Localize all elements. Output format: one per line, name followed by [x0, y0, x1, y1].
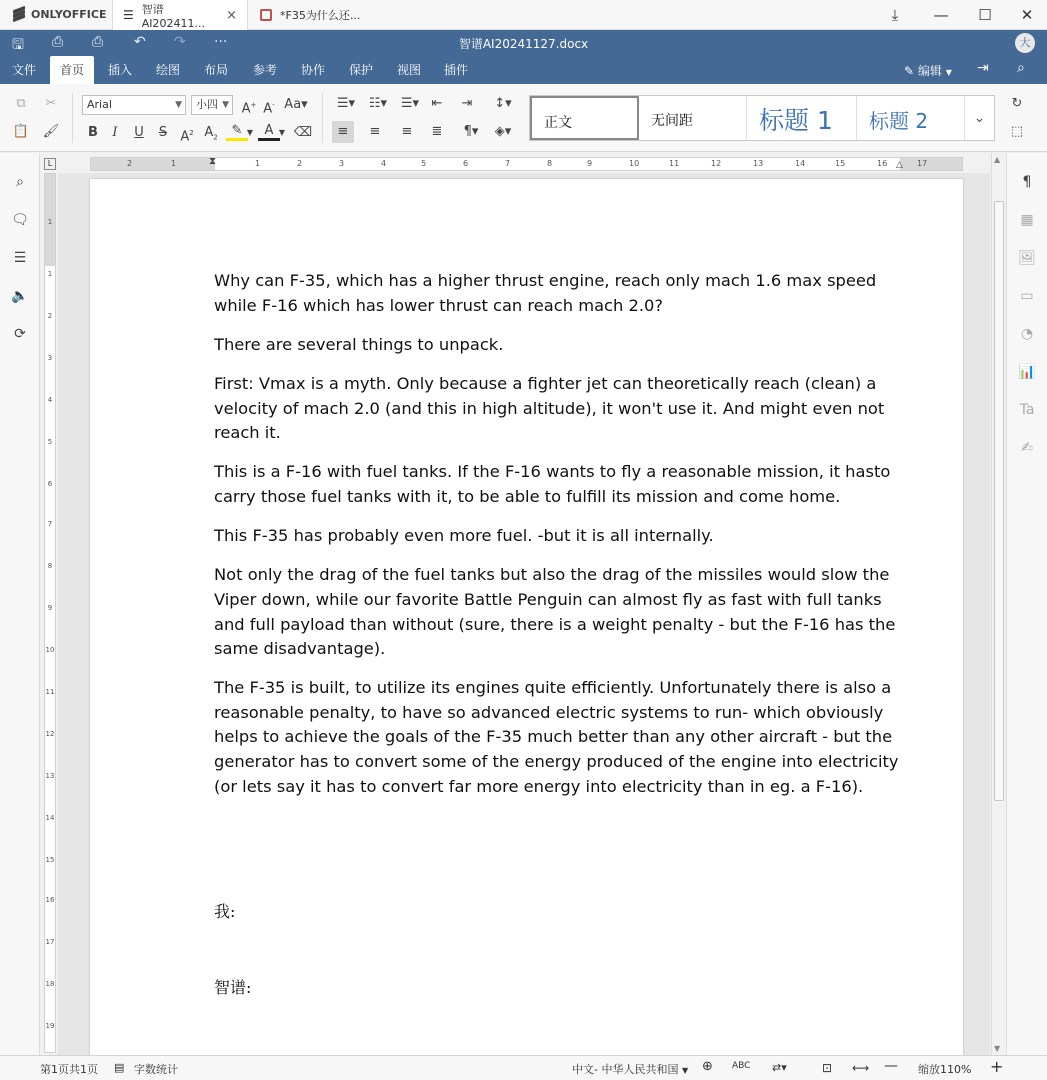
ruler-left-margin: [91, 158, 215, 170]
superscript-icon[interactable]: $A^2$: [180, 129, 194, 145]
bullet-list-icon[interactable]: ☰▾: [336, 96, 356, 111]
pencil-icon: ✎: [904, 64, 915, 78]
language-selector[interactable]: [572, 1061, 688, 1077]
ruler-number: 15: [835, 159, 846, 168]
close-icon[interactable]: ×: [226, 7, 237, 23]
signature-icon[interactable]: ✍: [1021, 440, 1033, 456]
menu-plugins[interactable]: 插件: [444, 63, 469, 77]
line-spacing-icon[interactable]: ↕▾: [494, 96, 512, 111]
comment-icon[interactable]: 🗨: [11, 212, 29, 228]
ruler-number: 16: [45, 896, 55, 904]
paragraph[interactable]: Not only the drag of the fuel tanks but also the drag of the missiles would slow the Viper down, while our favorite Battle Penguin can almost fly as fast with full tanks and full payload than without (sure, there is a weight penalty - but the F-16 has the same disadvantage).: [214, 565, 896, 659]
highlight-icon[interactable]: ✎: [226, 122, 248, 141]
ruler-number: 9: [47, 604, 53, 612]
paragraph[interactable]: This F-35 has probably even more fuel. -but it is all internally.: [214, 526, 714, 546]
align-center-icon[interactable]: ≡: [369, 124, 381, 139]
change-case-icon[interactable]: Aa▾: [284, 97, 308, 112]
align-right-icon[interactable]: ≡: [401, 124, 413, 139]
vertical-scrollbar[interactable]: [991, 153, 1005, 1055]
ruler-number: 15: [45, 856, 55, 864]
spellcheck-icon[interactable]: ABC: [732, 1061, 751, 1071]
ruler-number: 3: [339, 159, 345, 168]
menu-references[interactable]: 参考: [253, 63, 278, 77]
ruler-number: 12: [711, 159, 722, 168]
presentation-icon: [260, 9, 272, 21]
style-no-spacing[interactable]: [639, 96, 747, 140]
style-label: 无间距: [651, 113, 693, 129]
font-color-icon[interactable]: A: [258, 122, 280, 141]
ruler-number: 6: [47, 480, 53, 488]
menu-view[interactable]: 视图: [397, 63, 422, 77]
underline-icon[interactable]: U: [134, 125, 144, 140]
ruler-number: 7: [47, 520, 53, 528]
ruler-number: 2: [297, 159, 303, 168]
strikethrough-icon[interactable]: S: [158, 125, 168, 140]
ruler-number: 17: [45, 938, 55, 946]
close-window-button[interactable]: ✕: [1020, 6, 1034, 24]
multilevel-list-icon[interactable]: ☰▾: [400, 96, 420, 111]
scrollbar-thumb[interactable]: [994, 201, 1004, 801]
align-left-icon[interactable]: ≡: [332, 121, 354, 143]
ruler-number: 6: [463, 159, 469, 168]
font-name-combo[interactable]: [82, 95, 186, 115]
toolbar-separator: [72, 93, 73, 143]
zoom-out-button[interactable]: —: [884, 1058, 898, 1074]
shading-icon[interactable]: ◈▾: [494, 124, 512, 139]
zoom-level[interactable]: 缩放110%: [918, 1063, 972, 1076]
paragraph-settings-icon[interactable]: ¶: [1022, 174, 1032, 190]
format-painter-icon[interactable]: 🖌: [42, 124, 60, 139]
subscript-icon[interactable]: $A_2$: [204, 125, 218, 142]
menu-layout[interactable]: 布局: [204, 63, 229, 77]
plugin-macro-icon[interactable]: ⟳: [14, 326, 26, 342]
chevron-down-icon: ▼: [175, 100, 182, 110]
paste-icon[interactable]: 📋: [12, 124, 30, 139]
ruler-number: 9: [587, 159, 593, 168]
horizontal-ruler[interactable]: [90, 157, 963, 171]
chevron-down-icon: ▼: [945, 68, 952, 77]
search-icon[interactable]: ⌕: [16, 174, 24, 190]
tab-stop-selector[interactable]: L: [44, 158, 56, 170]
ruler-number: 19: [45, 1022, 55, 1030]
ruler-number: 18: [45, 980, 55, 988]
title-bar: [0, 30, 1047, 56]
style-label: 正文: [544, 115, 572, 131]
word-count[interactable]: 字数统计: [134, 1063, 178, 1076]
edit-mode-button[interactable]: [904, 62, 952, 79]
ruler-number: 13: [45, 772, 55, 780]
save-icon[interactable]: 🖫: [12, 37, 24, 53]
table-settings-icon[interactable]: ▦: [1020, 212, 1034, 228]
font-size-combo[interactable]: [191, 95, 233, 115]
more-icon[interactable]: ···: [214, 34, 228, 50]
style-label: 标题 1: [759, 106, 833, 135]
decrease-indent-icon[interactable]: ⇤: [431, 96, 443, 111]
status-bar: [0, 1055, 1047, 1080]
ruler-number: 7: [505, 159, 511, 168]
ruler-number: 13: [753, 159, 764, 168]
menu-home[interactable]: 首页: [50, 56, 94, 84]
page-info[interactable]: 第1页共1页: [40, 1063, 98, 1076]
header-footer-icon[interactable]: ▭: [1020, 288, 1034, 304]
menu-protect[interactable]: 保护: [349, 63, 374, 77]
bold-icon[interactable]: B: [88, 125, 98, 140]
chevron-down-icon[interactable]: ⌄: [964, 96, 994, 140]
chevron-down-icon[interactable]: ▼: [246, 128, 254, 137]
menu-collaborate[interactable]: 协作: [301, 63, 326, 77]
onlyoffice-logo-icon: [12, 7, 26, 21]
document-body[interactable]: [214, 269, 904, 814]
ruler-number: 1: [47, 270, 53, 278]
fit-width-icon[interactable]: ⟷: [852, 1061, 870, 1075]
image-settings-icon[interactable]: 🖼: [1018, 250, 1036, 266]
textart-settings-icon[interactable]: Ta: [1019, 402, 1035, 418]
menu-draw[interactable]: 绘图: [156, 63, 181, 77]
right-sidebar: [1006, 153, 1047, 1055]
paragraph[interactable]: Why can F-35, which has a higher thrust engine, reach only mach 1.6 max speed while F-16 which has lower thrust can reach mach 2.0?: [214, 271, 877, 315]
paragraph-marks-icon[interactable]: ¶▾: [463, 124, 479, 139]
ruler-number: 1: [171, 159, 177, 168]
ruler-number: 16: [877, 159, 888, 168]
italic-icon[interactable]: I: [112, 125, 118, 140]
menu-file[interactable]: 文件: [12, 63, 37, 77]
track-changes-icon[interactable]: ⇄▾: [772, 1061, 787, 1074]
ruler-right-margin: [900, 158, 962, 170]
justify-icon[interactable]: ≣: [431, 124, 443, 139]
right-indent-marker-icon[interactable]: △: [896, 160, 903, 170]
paragraph[interactable]: The F-35 is built, to utilize its engines quite efficiently. Unfortunately there is also a reasonable penalty, to have so advanced electric systems to run- which obviously helps to achieve the goals of the F-35 much better than any other aircraft - but the generator has to convert some of the energy produced of the engine into electricity (or lets say it has to convert far more energy into electricity than in eg. a F-16).: [214, 678, 899, 796]
scroll-up-icon[interactable]: ▲: [994, 155, 1001, 164]
chevron-down-icon: ▼: [681, 1066, 689, 1075]
ruler-number: 17: [917, 159, 928, 168]
menu-insert[interactable]: 插入: [108, 63, 133, 77]
navigation-icon[interactable]: ☰: [13, 250, 27, 266]
label-zhipu[interactable]: 智谱:: [214, 978, 252, 997]
increase-indent-icon[interactable]: ⇥: [461, 96, 473, 111]
chart-settings-icon[interactable]: 📊: [1018, 364, 1036, 380]
document-page[interactable]: [90, 179, 963, 1055]
ruler-number: 2: [47, 312, 53, 320]
ruler-number: 4: [47, 396, 53, 404]
redo-icon[interactable]: ↷: [174, 34, 186, 50]
font-size-value: 小四: [196, 98, 218, 111]
app-logo-text: ONLYOFFICE: [31, 7, 107, 21]
document-title: 智谱AI20241127.docx: [458, 37, 589, 51]
chevron-down-icon: ▼: [222, 100, 229, 110]
zoom-in-button[interactable]: +: [990, 1057, 1004, 1076]
undo-icon[interactable]: ↶: [134, 34, 146, 50]
print-icon[interactable]: ⎙: [52, 34, 64, 50]
ruler-number: 4: [381, 159, 387, 168]
font-name-value: Arial: [87, 98, 112, 111]
paragraph[interactable]: First: Vmax is a myth. Only because a fighter jet can theoretically reach (clean) a velocity of mach 2.0 (and this in high altitude), it won't use it. And might even not reach it.: [214, 373, 885, 443]
tab-bar: [0, 0, 1047, 30]
style-heading-2[interactable]: [857, 96, 965, 140]
minimize-button[interactable]: —: [933, 6, 949, 24]
cut-icon[interactable]: ✂: [45, 96, 57, 111]
left-sidebar: [0, 153, 40, 1055]
tab-label: *F35为什么还...: [280, 9, 361, 22]
app-logo: [12, 7, 107, 21]
ruler-number: 10: [629, 159, 640, 168]
document-icon: ☰: [123, 8, 134, 22]
ruler-number: 1: [47, 218, 53, 226]
download-icon[interactable]: ⤓: [891, 6, 899, 24]
ruler-number: 11: [669, 159, 680, 168]
label-me[interactable]: 我:: [214, 902, 236, 921]
ruler-number: 12: [45, 730, 55, 738]
globe-icon[interactable]: ⊕: [702, 1059, 713, 1074]
open-location-icon[interactable]: ⇥: [977, 60, 989, 76]
chevron-down-icon[interactable]: ▼: [278, 128, 286, 137]
document-canvas[interactable]: [58, 173, 990, 1055]
style-heading-1[interactable]: [747, 96, 857, 140]
ruler-number: 5: [421, 159, 427, 168]
indent-marker-icon[interactable]: ⧗: [209, 156, 217, 167]
copy-icon[interactable]: ⧉: [16, 96, 26, 111]
style-label: 标题 2: [869, 109, 929, 133]
ruler-number: 11: [45, 688, 55, 696]
speaker-icon[interactable]: 🔈: [11, 288, 29, 304]
language-label: 中文- 中华人民共和国: [572, 1063, 679, 1076]
paragraph[interactable]: This is a F-16 with fuel tanks. If the F-16 wants to fly a reasonable mission, it hasto carry those fuel tanks with it, to be able to fulfill its mission and come home.: [214, 462, 891, 506]
ruler-number: 8: [47, 562, 53, 570]
fit-page-icon[interactable]: ⊡: [822, 1061, 833, 1075]
quick-print-icon[interactable]: ⎙: [92, 34, 104, 50]
ruler-number: 5: [47, 438, 53, 446]
clear-format-icon[interactable]: ⌫: [293, 125, 313, 140]
ruler-number: 8: [547, 159, 553, 168]
menu-bar: [0, 56, 1047, 84]
maximize-button[interactable]: ☐: [978, 6, 992, 24]
tab-document-active[interactable]: [112, 0, 248, 30]
word-count-icon[interactable]: ▤: [114, 1061, 125, 1074]
replace-icon[interactable]: ↻: [1011, 96, 1023, 111]
edit-mode-label: 编辑: [917, 64, 942, 78]
vertical-ruler[interactable]: [44, 173, 56, 1053]
style-gallery: [529, 95, 995, 141]
tab-document-2[interactable]: [250, 0, 390, 30]
ruler-number: 10: [45, 646, 55, 654]
ruler-number: 1: [255, 159, 261, 168]
numbered-list-icon[interactable]: ☷▾: [368, 96, 388, 111]
scroll-down-icon[interactable]: ▼: [994, 1044, 1001, 1053]
user-avatar[interactable]: 大: [1015, 33, 1035, 53]
decrease-font-icon[interactable]: A-: [263, 101, 275, 117]
increase-font-icon[interactable]: A+: [241, 101, 257, 117]
ruler-number: 3: [47, 354, 53, 362]
paragraph[interactable]: There are several things to unpack.: [214, 334, 504, 354]
select-all-icon[interactable]: ⬚: [1010, 124, 1024, 139]
ruler-number: 14: [45, 814, 55, 822]
style-normal[interactable]: [530, 96, 639, 140]
ruler-number: 14: [795, 159, 806, 168]
ruler-number: 2: [127, 159, 133, 168]
search-icon[interactable]: ⌕: [1017, 60, 1025, 76]
tab-label: 智谱AI202411...: [141, 2, 206, 30]
shape-settings-icon[interactable]: ◔: [1020, 326, 1034, 342]
toolbar: [0, 84, 1047, 152]
toolbar-separator: [322, 93, 323, 143]
